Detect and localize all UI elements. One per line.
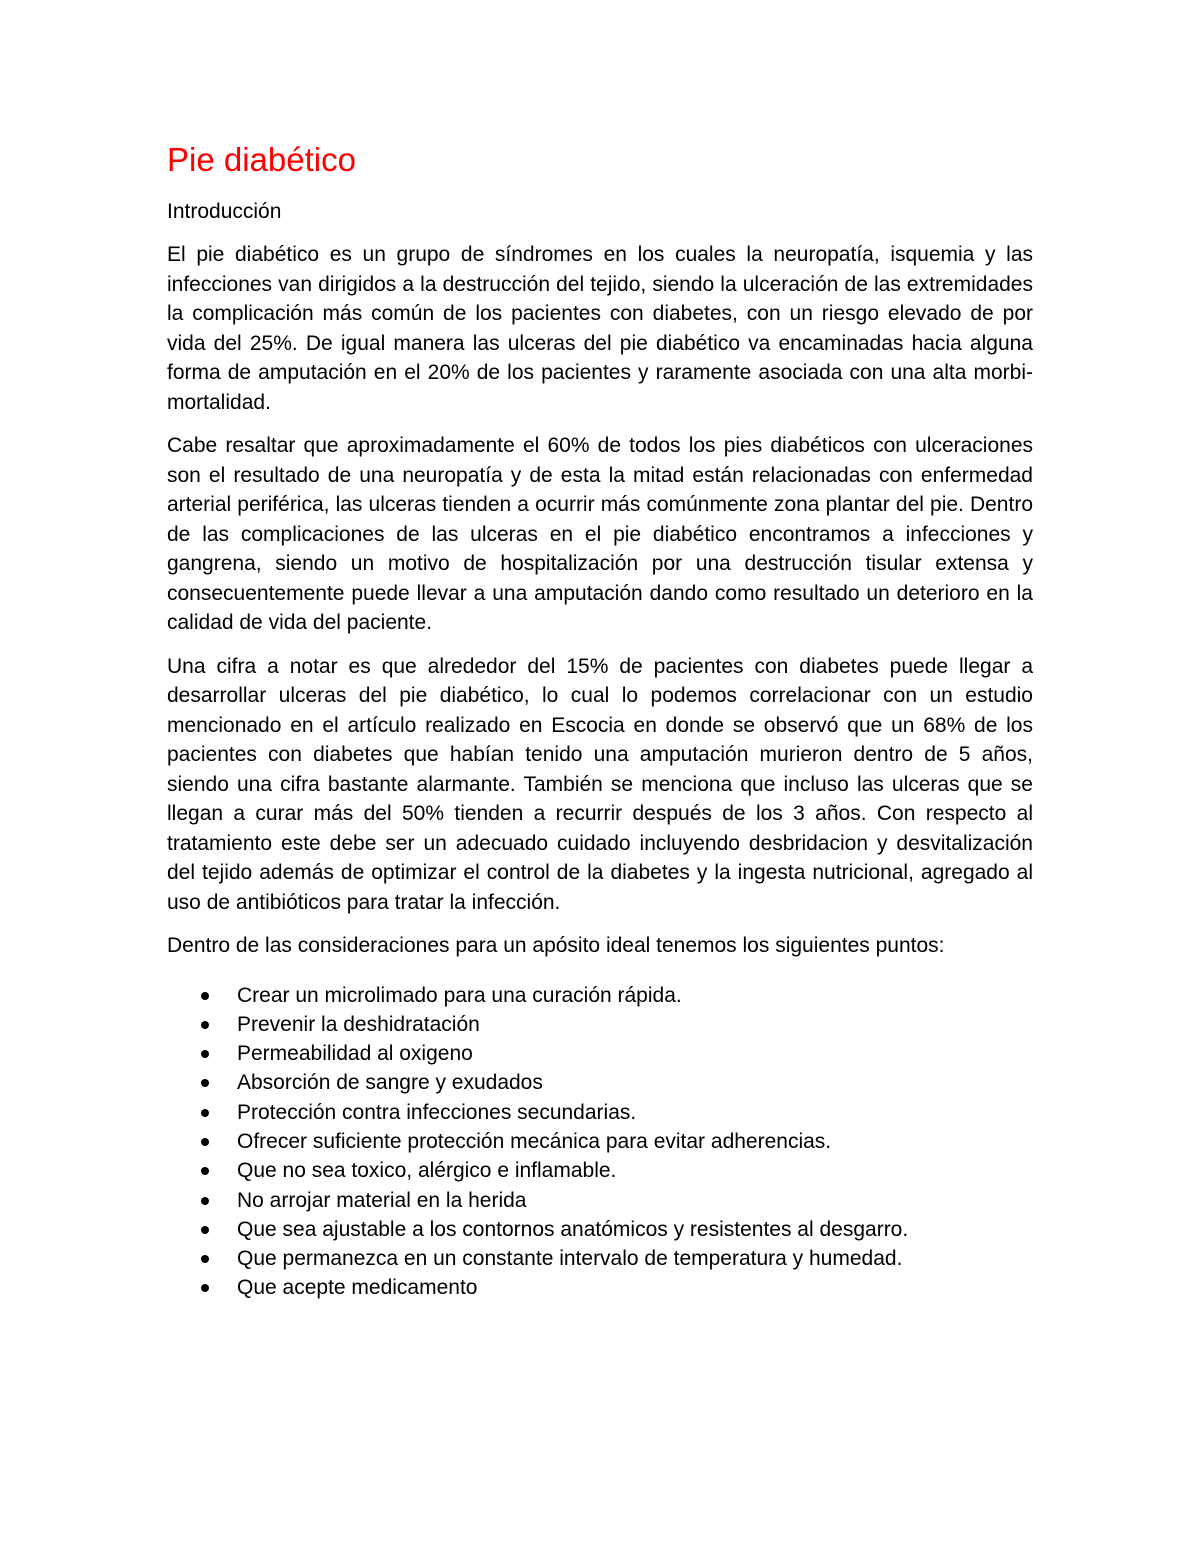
- list-item: [167, 1127, 1033, 1156]
- paragraph-4: Dentro de las consideraciones para un apósito ideal tenemos los siguientes puntos:: [167, 934, 945, 957]
- list-item: [167, 1273, 1033, 1302]
- bullet-icon: [201, 1109, 209, 1117]
- bullet-icon: [201, 1255, 209, 1263]
- list-item-text: Ofrecer suficiente protección mecánica para evitar adherencias.: [237, 1129, 832, 1153]
- list-item: [167, 1010, 1033, 1039]
- paragraph-3: Una cifra a notar es que alrededor del 15% de pacientes con diabetes puede llegar a desarrollar ulceras del pie diabético, lo cual lo podemos correlacionar con un estudio mencionado en el artículo realizado en Escocia en donde se observó que un 68% de los pacientes con diabetes que habían tenido una amputación murieron dentro de 5 años, siendo una cifra bastante alarmante. También se menciona que incluso las ulceras que se llegan a curar más del 50% tienden a recurrir después de los 3 años. Con respecto al tratamiento este debe ser un adecuado cuidado incluyendo desbridacion y desvitalización del tejido además de optimizar el control de la diabetes y la ingesta nutricional, agregado al uso de antibióticos para tratar la infección.: [167, 654, 1033, 914]
- list-item-text: Crear un microlimado para una curación rápida.: [237, 983, 682, 1007]
- list-item: [167, 1186, 1033, 1215]
- bullet-icon: [201, 1167, 209, 1175]
- list-item: [167, 1039, 1033, 1068]
- bullet-icon: [201, 1138, 209, 1146]
- list-item-text: Protección contra infecciones secundarias.: [237, 1100, 637, 1124]
- bullet-icon: [201, 1079, 209, 1087]
- list-item-text: Prevenir la deshidratación: [237, 1012, 480, 1036]
- list-item: [167, 1068, 1033, 1097]
- bullet-icon: [201, 1050, 209, 1058]
- paragraph-1: El pie diabético es un grupo de síndromes en los cuales la neuropatía, isquemia y las infecciones van dirigidos a la destrucción del tejido, siendo la ulceración de las extremidades la complicación más común de los pacientes con diabetes, con un riesgo elevado de por vida del 25%. De igual manera las ulceras del pie diabético va encaminadas hacia alguna forma de amputación en el 20% de los pacientes y raramente asociada con una alta morbi-mortalidad.: [167, 243, 1033, 414]
- list-item-text: Permeabilidad al oxigeno: [237, 1042, 473, 1066]
- paragraph-2: Cabe resaltar que aproximadamente el 60% de todos los pies diabéticos con ulceraciones son el resultado de una neuropatía y de esta la mitad están relacionadas con enfermedad arterial periférica, las ulceras tienden a ocurrir más comúnmente zona plantar del pie. Dentro de las complicaciones de las ulceras en el pie diabético encontramos a infecciones y gangrena, siendo un motivo de hospitalización por una destrucción tisular extensa y consecuentemente puede llevar a una amputación dando como resultado un deterioro en la calidad de vida del paciente.: [167, 434, 1033, 634]
- list-item: [167, 1244, 1033, 1273]
- list-item: [167, 1098, 1033, 1127]
- list-item-text: Que no sea toxico, alérgico e inflamable.: [237, 1159, 617, 1183]
- list-item: [167, 981, 1033, 1010]
- bullet-icon: [201, 1021, 209, 1029]
- bullet-icon: [201, 1197, 209, 1205]
- list-item-text: No arrojar material en la herida: [237, 1188, 527, 1212]
- section-heading: Introducción: [167, 200, 282, 223]
- list-item-text: Que permanezca en un constante intervalo de temperatura y humedad.: [237, 1247, 903, 1271]
- bullet-icon: [201, 992, 209, 1000]
- bullet-icon: [201, 1284, 209, 1292]
- list-item: [167, 1156, 1033, 1185]
- list-item-text: Absorción de sangre y exudados: [237, 1071, 543, 1095]
- list-item-text: Que sea ajustable a los contornos anatómicos y resistentes al desgarro.: [237, 1217, 909, 1241]
- list-item-text: Que acepte medicamento: [237, 1276, 478, 1300]
- bullet-icon: [201, 1226, 209, 1234]
- bullet-list: [167, 981, 1033, 1303]
- document-title: Pie diabético: [167, 141, 356, 178]
- document-page: [167, 140, 1033, 1303]
- list-item: [167, 1215, 1033, 1244]
